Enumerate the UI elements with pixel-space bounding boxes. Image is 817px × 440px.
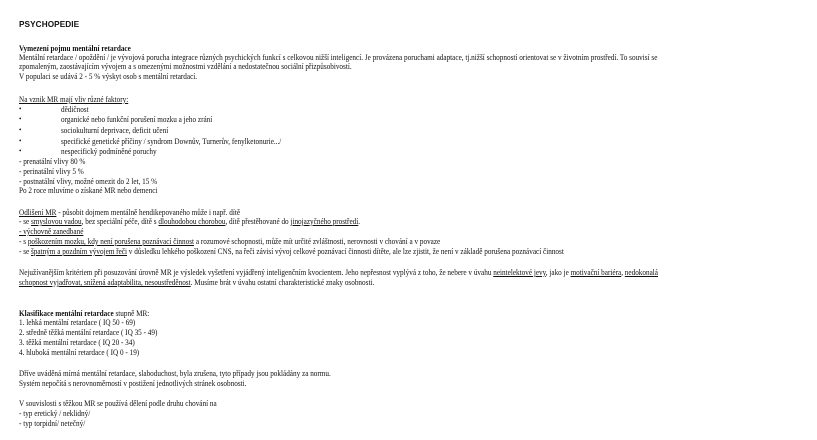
section-heading-factors: Na vznik MR mají vliv různé faktory: xyxy=(19,95,129,104)
paragraph-line: zpomaleným, zaostávajícím vývojem a s omezenými možnostmi vzdělání a nedostatečnou sociální přizpůsobivostí. xyxy=(19,62,352,71)
paragraph-line: Dříve uváděná mírná mentální retardace, slaboduchost, byla zrušena, tyto případy jsou pokládány za normu. xyxy=(19,369,331,378)
text: a rozumové schopnosti, může mít určité zvláštnosti, nerovnosti v chování a v povaze xyxy=(194,237,441,246)
section-heading-differentiation xyxy=(19,208,240,217)
underlined-text: nedokonalá xyxy=(624,268,658,277)
text: , dítě přestěhované do xyxy=(225,217,291,226)
document-title: PSYCHOPEDIE xyxy=(19,20,80,29)
paragraph-line xyxy=(19,237,440,246)
text: . Musíme brát v úvahu ostatní charakteristické znaky osobnosti. xyxy=(190,278,375,287)
heading-underlined: Odlišení MR xyxy=(19,208,57,217)
paragraph-line xyxy=(19,217,360,226)
text: , xyxy=(621,268,625,277)
text: - se xyxy=(19,247,31,256)
heading-bold: Klasifikace mentální retardace xyxy=(19,309,114,318)
paragraph-line xyxy=(19,268,658,277)
text: . xyxy=(358,217,361,226)
list-item: dědičnost xyxy=(61,105,89,114)
paragraph-line: - postnatální vlivy, možné omezit do 2 let, 15 % xyxy=(19,177,158,186)
list-item: nespecifický podmíněné poruchy xyxy=(61,147,157,156)
bullet-icon: • xyxy=(19,105,22,113)
paragraph-line: V populaci se udává 2 - 5 % výskyt osob s mentální retardací. xyxy=(19,72,198,81)
underlined-text: dlouhodobou chorobou xyxy=(158,217,226,226)
bullet-icon: • xyxy=(19,126,22,134)
list-item: 4. hluboká mentální retardace ( IQ 0 - 19) xyxy=(19,348,140,357)
paragraph-line: - typ torpidní/ netečný/ xyxy=(19,419,86,428)
paragraph-line: - výchovně zanedbané xyxy=(19,227,84,236)
text: - s xyxy=(19,237,28,246)
section-heading-definition: Vymezení pojmu mentální retardace xyxy=(19,44,131,53)
list-item: 3. těžká mentální retardace ( IQ 20 - 34) xyxy=(19,338,135,347)
underlined-text: schopnost vyjadřovat, snížená adaptabilita, nesoustředěnost xyxy=(19,278,191,287)
paragraph-line xyxy=(19,278,374,287)
heading-rest: - působit dojmem mentálně hendikepovaného může i např. dítě xyxy=(56,208,241,217)
paragraph-line: Po 2 roce mluvíme o získané MR nebo demenci xyxy=(19,186,158,195)
paragraph-line xyxy=(19,247,564,256)
text: - se xyxy=(19,217,31,226)
paragraph-line: Mentální retardace / opoždění / je vývojová porucha integrace různých psychických funkcí s celkovou nižší inteligencí. Je provázena poruchami adaptace, tj.nižší schopností orientovat se v životním prostředí. To souvisí se xyxy=(19,53,658,62)
text: , bez speciální péče, dítě s xyxy=(81,217,159,226)
bullet-icon: • xyxy=(19,137,22,145)
list-item: 1. lehká mentální retardace ( IQ 50 - 69) xyxy=(19,318,136,327)
paragraph-line: - typ eretický / neklidný/ xyxy=(19,409,91,418)
bullet-icon: • xyxy=(19,115,22,123)
paragraph-line: - perinatální vlivy 5 % xyxy=(19,167,84,176)
text: , jako je xyxy=(545,268,571,277)
heading-rest: stupně MR: xyxy=(113,309,150,318)
underlined-text: jinojazyčného prostředí xyxy=(290,217,359,226)
bullet-icon: • xyxy=(19,147,22,155)
underlined-text: poškozením mozku, kdy není porušena poznávací činnost xyxy=(27,237,195,246)
paragraph-line: Systém nepočítá s nerovnoměrností v postižení jednotlivých stránek osobnosti. xyxy=(19,379,247,388)
text: Nejužívanějším kritériem při posuzování úrovně MR je výsledek vyšetření vyjádřený inteligenčním kvocientem. Jeho nepřesnost vyplývá z toho, že nebere v úvahu xyxy=(19,268,494,277)
underlined-text: motivační bariéra xyxy=(570,268,622,277)
list-item: 2. středně těžká mentální retardace ( IQ 35 - 49) xyxy=(19,328,158,337)
underlined-text: smyslovou vadou xyxy=(30,217,82,226)
paragraph-line: V souvislosti s těžkou MR se používá dělení podle druhu chování na xyxy=(19,399,217,408)
underlined-text: neintelektové jevy xyxy=(493,268,546,277)
list-item: specifické genetické příčiny / syndrom Downův, Turnerův, fenylketonurie.../ xyxy=(61,137,282,146)
list-item: sociokulturní deprivace, deficit učení xyxy=(61,126,169,135)
list-item: organické nebo funkční porušení mozku a jeho zrání xyxy=(61,115,213,124)
underlined-text: špatným a pozdním vývojem řeči xyxy=(30,247,128,256)
section-heading-classification xyxy=(19,309,149,318)
paragraph-line: - prenatální vlivy 80 % xyxy=(19,157,86,166)
text: v důsledku lehkého poškození CNS, na řeči závisí vývoj celkové poznávací činnosti dítěte, ale lze zjistit, že není v základě porušena poznávací činnost xyxy=(127,247,564,256)
